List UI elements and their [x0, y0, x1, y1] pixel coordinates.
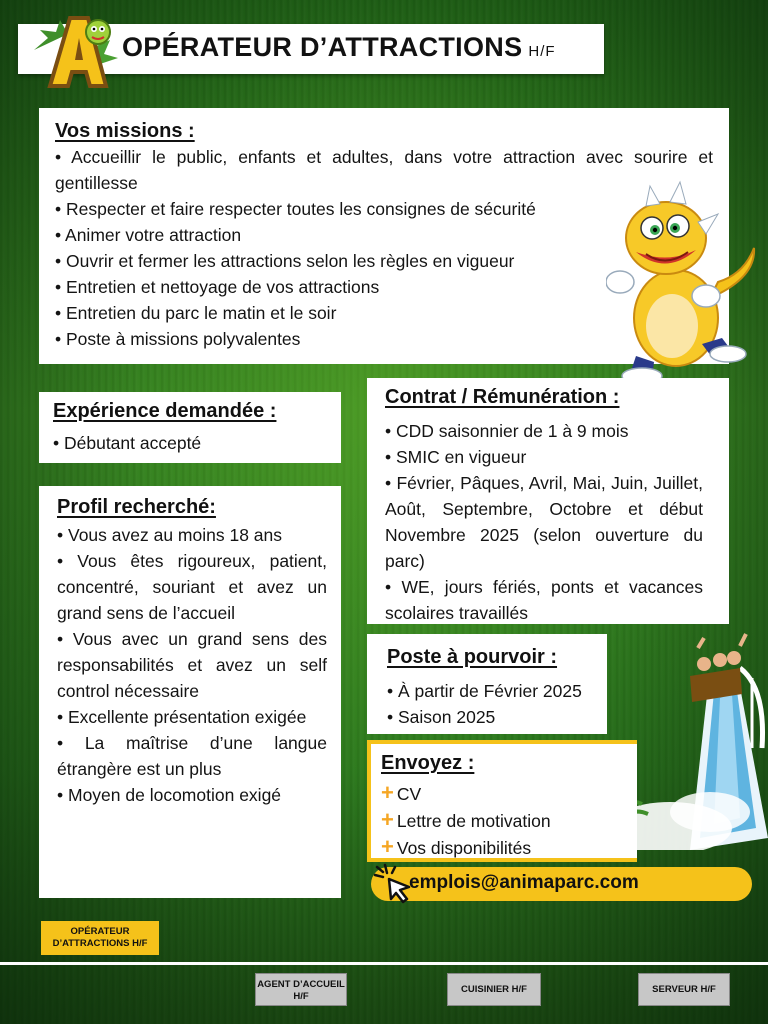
tab-cuisinier[interactable]: CUISINIER H/F: [447, 973, 541, 1006]
send-item-label: Vos disponibilités: [396, 838, 532, 858]
list-item: • Vous êtes rigoureux, patient, concentré, souriant et avez un grand sens de l’accueil: [57, 551, 327, 623]
list-item: • CDD saisonnier de 1 à 9 mois: [385, 421, 629, 441]
list-item: • Respecter et faire respecter toutes les consignes de sécurité: [55, 199, 536, 219]
send-item-label: CV: [396, 784, 422, 804]
divider: [0, 962, 768, 965]
missions-heading: Vos missions :: [55, 120, 195, 142]
list-item: • Entretien et nettoyage de vos attractions: [55, 277, 380, 297]
contract-list: [385, 418, 703, 626]
title-suffix: H/F: [528, 43, 556, 60]
list-item: • Accueillir le public, enfants et adultes, dans votre attraction avec sourire et gentillesse: [55, 147, 713, 193]
position-heading: Poste à pourvoir :: [387, 646, 558, 668]
list-item: • À partir de Février 2025: [387, 681, 582, 701]
tab-serveur[interactable]: SERVEUR H/F: [638, 973, 730, 1006]
profile-card: [39, 486, 341, 898]
list-item: • SMIC en vigueur: [385, 447, 527, 467]
list-item: • Excellente présentation exigée: [57, 707, 307, 727]
list-item: • Vous avez au moins 18 ans: [57, 525, 283, 545]
email-link[interactable]: [371, 867, 752, 901]
send-list: [381, 780, 627, 861]
list-item: • WE, jours fériés, ponts et vacances scolaires travaillés: [385, 577, 703, 623]
list-item: [381, 807, 627, 834]
position-card: [367, 634, 607, 734]
list-item: • Animer votre attraction: [55, 225, 242, 245]
tab-operateur[interactable]: OPÉRATEUR D’ATTRACTIONS H/F: [41, 921, 159, 955]
contract-card: [367, 378, 729, 624]
position-list: [387, 678, 593, 730]
plus-icon: +: [381, 834, 394, 859]
dragon-mascot-icon: [606, 178, 762, 388]
experience-list: [53, 430, 327, 456]
list-item: • Poste à missions polyvalentes: [55, 329, 301, 349]
profile-list: [57, 522, 327, 808]
list-item: • Février, Pâques, Avril, Mai, Juin, Juillet, Août, Septembre, Octobre et début Novembre 2025 (selon ouverture du parc): [385, 473, 703, 571]
plus-icon: +: [381, 780, 394, 805]
list-item: • La maîtrise d’une langue étrangère est un plus: [57, 733, 327, 779]
send-card: [367, 740, 637, 862]
list-item: • Entretien du parc le matin et le soir: [55, 303, 337, 323]
list-item: [381, 834, 627, 861]
list-item: • Moyen de locomotion exigé: [57, 785, 282, 805]
list-item: • Débutant accepté: [53, 433, 202, 453]
list-item: • Ouvrir et fermer les attractions selon les règles en vigueur: [55, 251, 515, 271]
list-item: • Vous avec un grand sens des responsabilités et avez un self control nécessaire: [57, 629, 327, 701]
tab-agent-accueil[interactable]: AGENT D’ACCUEIL H/F: [255, 973, 347, 1006]
list-item: [381, 780, 627, 807]
profile-heading: Profil recherché:: [57, 496, 216, 518]
send-item-label: Lettre de motivation: [396, 811, 551, 831]
animaparc-logo: [30, 10, 122, 90]
experience-heading: Expérience demandée :: [53, 400, 277, 422]
plus-icon: +: [381, 807, 394, 832]
email-address[interactable]: emplois@animaparc.com: [409, 872, 639, 893]
page-title: [122, 32, 556, 63]
send-heading: Envoyez :: [381, 752, 475, 774]
list-item: • Saison 2025: [387, 707, 496, 727]
title-main: OPÉRATEUR D’ATTRACTIONS: [122, 32, 523, 62]
experience-card: [39, 392, 341, 463]
contract-heading: Contrat / Rémunération :: [385, 386, 620, 408]
